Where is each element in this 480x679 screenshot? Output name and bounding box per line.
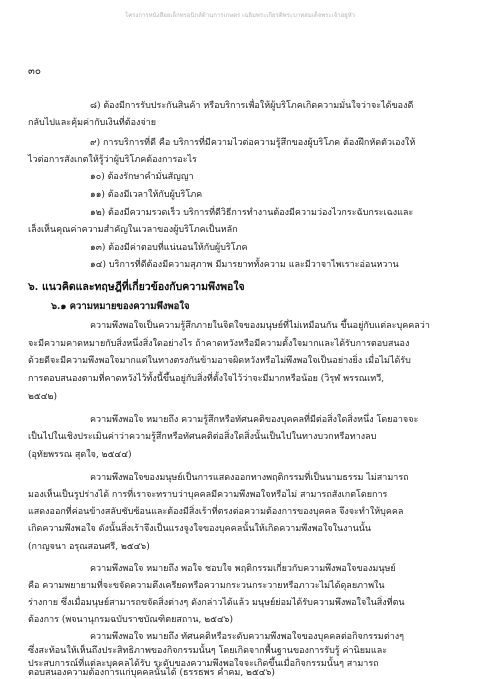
paragraph-line: ซึ่งสะท้อนให้เห็นถึงประสิทธิภาพของกิจกรรมนั้นๆ โดยเกิดจากพื้นฐานของการรับรู้ ค่านิยมและ xyxy=(28,646,388,656)
paragraph-line: ความพึงพอใจ หมายถึง พอใจ ชอบใจ พฤติกรรมเกี่ยวกับความพึงพอใจของมนุษย์ xyxy=(90,564,396,574)
paragraph-line: แสดงออกที่ค่อนข้างสลับซับซ้อนและต้องมีสิ่งเร้าที่ตรงต่อความต้องการของบุคคล จึงจะทำให้บุคคล xyxy=(28,507,404,517)
paragraph-line: จะมีความคาดหมายกับสิ่งหนึ่งสิ่งใดอย่างไร ถ้าคาดหวังหรือมีความตั้งใจมากและได้รับการตอบสนอง xyxy=(28,339,410,349)
paragraph-line: การตอบสนองตามที่คาดหวังไว้ทั้งนี้ขึ้นอยู่กับสิ่งที่ตั้งใจไว้ว่าจะมีมากหรือน้อย (วิรุฬ พรรณเทวี, xyxy=(28,374,385,384)
list-item: ๑๔) บริการที่ดีต้องมีความสุภาพ มีมารยาททั้งความ และมีวาจาไพเราะอ่อนหวาน xyxy=(90,260,399,270)
paragraph-line: ๒๕๔๒) xyxy=(28,392,57,402)
running-header: โครงการหนังสือยเล็กทรอนิกส์ด้านการเกษตร เฉลิมพระเกียรติพระบาทสมเด็จพระเจ้าอยู่หัว xyxy=(124,12,356,19)
paragraph-line: (กาญจนา อรุณสอนศรี, ๒๕๔๖) xyxy=(28,542,150,552)
list-item: ๘) ต้องมีการรับประกันสินค้า หรือบริการเพื่อให้ผู้บริโภคเกิดความมั่นใจว่าจะได้ของดี xyxy=(90,101,414,111)
list-item: ๑๑) ต้องมีเวลาให้กับผู้บริโภค xyxy=(90,190,203,200)
paragraph-line: (อุทัยพรรณ สุดใจ, ๒๕๔๔) xyxy=(28,450,132,460)
paragraph-line: เกิดความพึงพอใจ ดังนั้นสิ่งเร้าจึงเป็นแรงจูงใจของบุคคลนั้นให้เกิดความพึงพอใจในงานนั้น xyxy=(28,524,372,534)
subsection-heading: ๖.๑ ความหมายของความพึงพอใจ xyxy=(51,301,190,312)
list-item-continued: กลับไปและคุ้มค่ากับเงินที่ต้องจ่าย xyxy=(28,118,157,128)
page-number: ๓๐ xyxy=(28,66,41,77)
paragraph-line: ความพึงพอใจของมนุษย์เป็นการแสดงออกทางพฤติกรรมที่เป็นนามธรรม ไม่สามารถ xyxy=(90,473,409,483)
paragraph-line: มองเห็นเป็นรูปร่างได้ การที่เราจะทราบว่าบุคคลมีความพึงพอใจหรือไม่ สามารถสังเกตโดยการ xyxy=(28,490,388,500)
paragraph-line: ตอบสนองความต้องการแก่บุคคลนั้นได้ (ธรรธพร คำคม, ๒๕๔๖) xyxy=(28,668,275,678)
paragraph-line: คือ ความพยายามที่จะขจัดความตึงเครียดหรือความกระวนกระวายหรือภาวะไม่ได้ดุลยภาพใน xyxy=(28,581,385,591)
section-heading: ๖. แนวคิดและทฤษฎีที่เกี่ยวข้องกับความพึงพอใจ xyxy=(28,281,245,293)
paragraph-line: ความพึงพอใจเป็นความรู้สึกภายในจิตใจของมนุษย์ที่ไม่เหมือนกัน ขึ้นอยู่กับแต่ละบุคคลว่า xyxy=(90,321,430,331)
paragraph-line: ความพึงพอใจ หมายถึง ความรู้สึกหรือทัศนคติของบุคคลที่มีต่อสิ่งใดสิ่งหนึ่ง โดยอาจจะ xyxy=(90,415,419,425)
list-item: ๑๓) ต้องมีค่าตอบที่แน่นอนให้กับผู้บริโภค xyxy=(90,243,248,253)
list-item: ๙) การบริการที่ดี คือ บริการที่มีความไวต่อความรู้สึกของผู้บริโภค ต้องฝึกหัดตัวเองให้ xyxy=(90,138,416,148)
paragraph-line: ต้องการ (พจนานุกรมฉบับราชบัณฑิตยสถาน, ๒๕๔๖) xyxy=(28,615,233,625)
list-item-continued: เล็งเห็นคุณค่าความสำคัญในเวลาของผู้บริโภคเป็นหลัก xyxy=(28,225,238,235)
list-item: ๑๒) ต้องมีความรวดเร็ว บริการที่ดีวิธีการทำงานต้องมีความว่องไวกระฉับกระเฉงและ xyxy=(90,208,414,218)
paragraph-line: เป็นไปในเชิงประเมินค่าว่าความรู้สึกหรือทัศนคติต่อสิ่งใดสิ่งนั้นเป็นไปในทางบวกหรือทางลบ xyxy=(28,432,377,442)
paragraph-line: ประสบการณ์ที่แต่ละบุคคลได้รับ ระดับของความพึงพอใจจะเกิดขึ้นเมื่อกิจกรรมนั้นๆ สามารถ xyxy=(28,659,379,669)
paragraph-line: ความพึงพอใจ หมายถึง ทัศนคติหรือระดับความพึงพอใจของบุคคลต่อกิจกรรมต่างๆ xyxy=(90,632,404,642)
paragraph-line: ร่างกาย ซึ่งเมื่อมนุษย์สามารถขจัดสิ่งต่างๆ ดังกล่าวได้แล้ว มนุษย์ย่อมได้รับความพึงพอใจในสิ่งที่ตน xyxy=(28,598,405,608)
list-item: ๑๐) ต้องรักษาคำมั่นสัญญา xyxy=(90,172,194,182)
list-item-continued: ไวต่อการสังเกตให้รู้ว่าผู้บริโภคต้องการอะไร xyxy=(28,155,197,165)
paragraph-line: ด้วยดีจะมีความพึงพอใจมากแต่ในทางตรงกันข้ามอาจผิดหวังหรือไม่พึงพอใจเป็นอย่างยิ่ง เมื่อไม่ได้รับ xyxy=(28,356,411,366)
